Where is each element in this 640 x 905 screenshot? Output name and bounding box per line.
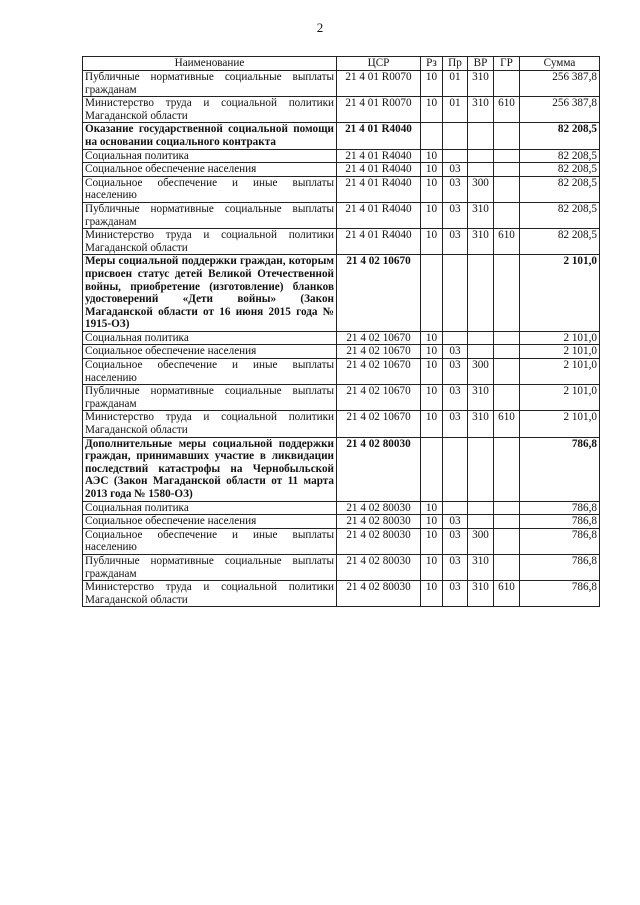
row-name-cell: Дополнительные меры социальной поддержки граждан, принимавших участие в ликвидации последствий катастрофы на Чернобыльской АЭС (Закон Магаданской области от 11 марта 2013 года № 1580-ОЗ) <box>83 437 337 501</box>
row-gr-cell <box>494 515 520 529</box>
row-name-cell: Социальное обеспечение и иные выплаты населению <box>83 528 337 554</box>
row-pr-cell: 01 <box>443 71 468 97</box>
table-row <box>83 385 600 411</box>
row-name-cell: Социальная политика <box>83 331 337 345</box>
row-pr-cell: 03 <box>443 359 468 385</box>
row-csr-cell: 21 4 02 10670 <box>337 385 421 411</box>
row-name-cell: Министерство труда и социальной политики Магаданской области <box>83 229 337 255</box>
row-csr-cell: 21 4 02 80030 <box>337 554 421 580</box>
row-gr-cell: 610 <box>494 229 520 255</box>
table-header-row <box>83 57 600 71</box>
row-rz-cell: 10 <box>421 229 443 255</box>
row-csr-cell: 21 4 01 R0070 <box>337 97 421 123</box>
table-body <box>83 71 600 607</box>
row-name-cell: Министерство труда и социальной политики Магаданской области <box>83 581 337 607</box>
row-sum-cell: 2 101,0 <box>520 359 600 385</box>
row-csr-cell: 21 4 01 R0070 <box>337 71 421 97</box>
row-gr-cell <box>494 202 520 228</box>
row-pr-cell: 03 <box>443 554 468 580</box>
row-sum-cell: 786,8 <box>520 528 600 554</box>
row-vr-cell <box>468 123 494 149</box>
row-gr-cell: 610 <box>494 411 520 437</box>
row-pr-cell: 03 <box>443 411 468 437</box>
table-row <box>83 501 600 515</box>
row-csr-cell: 21 4 02 80030 <box>337 515 421 529</box>
table-row <box>83 149 600 163</box>
row-sum-cell: 82 208,5 <box>520 229 600 255</box>
row-pr-cell: 03 <box>443 515 468 529</box>
row-vr-cell <box>468 331 494 345</box>
row-rz-cell: 10 <box>421 411 443 437</box>
table-row <box>83 359 600 385</box>
table-row <box>83 71 600 97</box>
row-vr-cell: 300 <box>468 176 494 202</box>
header-gr: ГР <box>494 57 520 71</box>
row-pr-cell: 03 <box>443 176 468 202</box>
row-pr-cell: 03 <box>443 229 468 255</box>
table-row <box>83 229 600 255</box>
row-csr-cell: 21 4 01 R4040 <box>337 176 421 202</box>
row-rz-cell <box>421 255 443 332</box>
table-row <box>83 581 600 607</box>
header-name: Наименование <box>83 57 337 71</box>
row-rz-cell: 10 <box>421 385 443 411</box>
page-number: 2 <box>316 20 324 35</box>
row-name-cell: Социальное обеспечение и иные выплаты населению <box>83 359 337 385</box>
row-sum-cell: 2 101,0 <box>520 345 600 359</box>
row-sum-cell: 256 387,8 <box>520 97 600 123</box>
row-pr-cell: 01 <box>443 97 468 123</box>
row-gr-cell <box>494 255 520 332</box>
header-csr: ЦСР <box>337 57 421 71</box>
row-rz-cell <box>421 123 443 149</box>
row-rz-cell: 10 <box>421 581 443 607</box>
row-gr-cell <box>494 359 520 385</box>
row-rz-cell: 10 <box>421 528 443 554</box>
row-pr-cell: 03 <box>443 385 468 411</box>
row-name-cell: Меры социальной поддержки граждан, которым присвоен статус детей Великой Отечественной войны, приобретение (изготовление) бланков удостоверений «Дети войны» (Закон Магаданской области от 16 июня 2015 года № 1915-ОЗ) <box>83 255 337 332</box>
row-csr-cell: 21 4 02 80030 <box>337 437 421 501</box>
row-pr-cell <box>443 255 468 332</box>
row-gr-cell <box>494 437 520 501</box>
row-sum-cell: 786,8 <box>520 554 600 580</box>
row-name-cell: Публичные нормативные социальные выплаты гражданам <box>83 385 337 411</box>
row-gr-cell <box>494 554 520 580</box>
table-row <box>83 123 600 149</box>
table-row <box>83 345 600 359</box>
row-vr-cell: 310 <box>468 385 494 411</box>
row-csr-cell: 21 4 02 10670 <box>337 255 421 332</box>
row-pr-cell: 03 <box>443 345 468 359</box>
row-sum-cell: 82 208,5 <box>520 176 600 202</box>
row-gr-cell <box>494 345 520 359</box>
row-sum-cell: 82 208,5 <box>520 149 600 163</box>
row-name-cell: Социальное обеспечение и иные выплаты населению <box>83 176 337 202</box>
row-vr-cell <box>468 163 494 177</box>
row-rz-cell: 10 <box>421 345 443 359</box>
row-name-cell: Министерство труда и социальной политики Магаданской области <box>83 97 337 123</box>
table-row <box>83 554 600 580</box>
row-csr-cell: 21 4 02 80030 <box>337 501 421 515</box>
row-pr-cell: 03 <box>443 163 468 177</box>
row-vr-cell <box>468 345 494 359</box>
row-rz-cell: 10 <box>421 202 443 228</box>
header-rz: Рз <box>421 57 443 71</box>
row-sum-cell: 2 101,0 <box>520 411 600 437</box>
row-pr-cell: 03 <box>443 581 468 607</box>
row-vr-cell: 310 <box>468 71 494 97</box>
row-rz-cell: 10 <box>421 501 443 515</box>
row-csr-cell: 21 4 02 10670 <box>337 331 421 345</box>
row-csr-cell: 21 4 01 R4040 <box>337 229 421 255</box>
row-name-cell: Социальная политика <box>83 149 337 163</box>
row-sum-cell: 786,8 <box>520 437 600 501</box>
row-csr-cell: 21 4 02 80030 <box>337 581 421 607</box>
row-gr-cell <box>494 71 520 97</box>
table-row <box>83 176 600 202</box>
row-sum-cell: 82 208,5 <box>520 123 600 149</box>
row-csr-cell: 21 4 01 R4040 <box>337 202 421 228</box>
row-rz-cell <box>421 437 443 501</box>
row-name-cell: Социальное обеспечение населения <box>83 163 337 177</box>
row-pr-cell <box>443 123 468 149</box>
row-sum-cell: 2 101,0 <box>520 255 600 332</box>
row-rz-cell: 10 <box>421 515 443 529</box>
row-pr-cell: 03 <box>443 202 468 228</box>
row-gr-cell <box>494 385 520 411</box>
row-pr-cell <box>443 437 468 501</box>
row-csr-cell: 21 4 01 R4040 <box>337 149 421 163</box>
budget-table <box>82 56 600 607</box>
row-pr-cell <box>443 149 468 163</box>
row-sum-cell: 786,8 <box>520 501 600 515</box>
row-vr-cell <box>468 149 494 163</box>
row-rz-cell: 10 <box>421 331 443 345</box>
row-csr-cell: 21 4 01 R4040 <box>337 163 421 177</box>
row-pr-cell <box>443 331 468 345</box>
table-row <box>83 255 600 332</box>
row-vr-cell: 300 <box>468 528 494 554</box>
row-vr-cell: 310 <box>468 202 494 228</box>
row-vr-cell: 310 <box>468 581 494 607</box>
row-vr-cell: 300 <box>468 359 494 385</box>
table-row <box>83 515 600 529</box>
row-csr-cell: 21 4 02 80030 <box>337 528 421 554</box>
row-csr-cell: 21 4 02 10670 <box>337 345 421 359</box>
row-name-cell: Министерство труда и социальной политики Магаданской области <box>83 411 337 437</box>
row-rz-cell: 10 <box>421 149 443 163</box>
row-csr-cell: 21 4 01 R4040 <box>337 123 421 149</box>
row-rz-cell: 10 <box>421 176 443 202</box>
row-sum-cell: 256 387,8 <box>520 71 600 97</box>
row-rz-cell: 10 <box>421 97 443 123</box>
row-gr-cell <box>494 163 520 177</box>
row-rz-cell: 10 <box>421 359 443 385</box>
row-vr-cell: 310 <box>468 97 494 123</box>
row-vr-cell: 310 <box>468 554 494 580</box>
row-rz-cell: 10 <box>421 163 443 177</box>
table-row <box>83 202 600 228</box>
row-name-cell: Публичные нормативные социальные выплаты гражданам <box>83 71 337 97</box>
row-name-cell: Публичные нормативные социальные выплаты гражданам <box>83 202 337 228</box>
row-rz-cell: 10 <box>421 71 443 97</box>
row-gr-cell <box>494 176 520 202</box>
row-pr-cell <box>443 501 468 515</box>
row-sum-cell: 2 101,0 <box>520 385 600 411</box>
row-vr-cell <box>468 501 494 515</box>
row-sum-cell: 82 208,5 <box>520 202 600 228</box>
row-gr-cell <box>494 123 520 149</box>
header-sum: Сумма <box>520 57 600 71</box>
table-row <box>83 437 600 501</box>
row-gr-cell <box>494 501 520 515</box>
row-name-cell: Социальное обеспечение населения <box>83 515 337 529</box>
row-sum-cell: 82 208,5 <box>520 163 600 177</box>
row-csr-cell: 21 4 02 10670 <box>337 411 421 437</box>
row-name-cell: Оказание государственной социальной помощи на основании социального контракта <box>83 123 337 149</box>
row-sum-cell: 786,8 <box>520 515 600 529</box>
header-pr: Пр <box>443 57 468 71</box>
row-pr-cell: 03 <box>443 528 468 554</box>
table-row <box>83 528 600 554</box>
row-vr-cell: 310 <box>468 411 494 437</box>
table-row <box>83 411 600 437</box>
table-row <box>83 163 600 177</box>
row-sum-cell: 2 101,0 <box>520 331 600 345</box>
row-vr-cell <box>468 437 494 501</box>
row-rz-cell: 10 <box>421 554 443 580</box>
row-gr-cell: 610 <box>494 581 520 607</box>
row-vr-cell <box>468 255 494 332</box>
row-csr-cell: 21 4 02 10670 <box>337 359 421 385</box>
table-row <box>83 97 600 123</box>
row-name-cell: Социальное обеспечение населения <box>83 345 337 359</box>
row-gr-cell: 610 <box>494 97 520 123</box>
row-vr-cell: 310 <box>468 229 494 255</box>
row-name-cell: Публичные нормативные социальные выплаты гражданам <box>83 554 337 580</box>
table-row <box>83 331 600 345</box>
row-name-cell: Социальная политика <box>83 501 337 515</box>
header-vr: ВР <box>468 57 494 71</box>
row-sum-cell: 786,8 <box>520 581 600 607</box>
row-gr-cell <box>494 149 520 163</box>
row-vr-cell <box>468 515 494 529</box>
row-gr-cell <box>494 528 520 554</box>
row-gr-cell <box>494 331 520 345</box>
